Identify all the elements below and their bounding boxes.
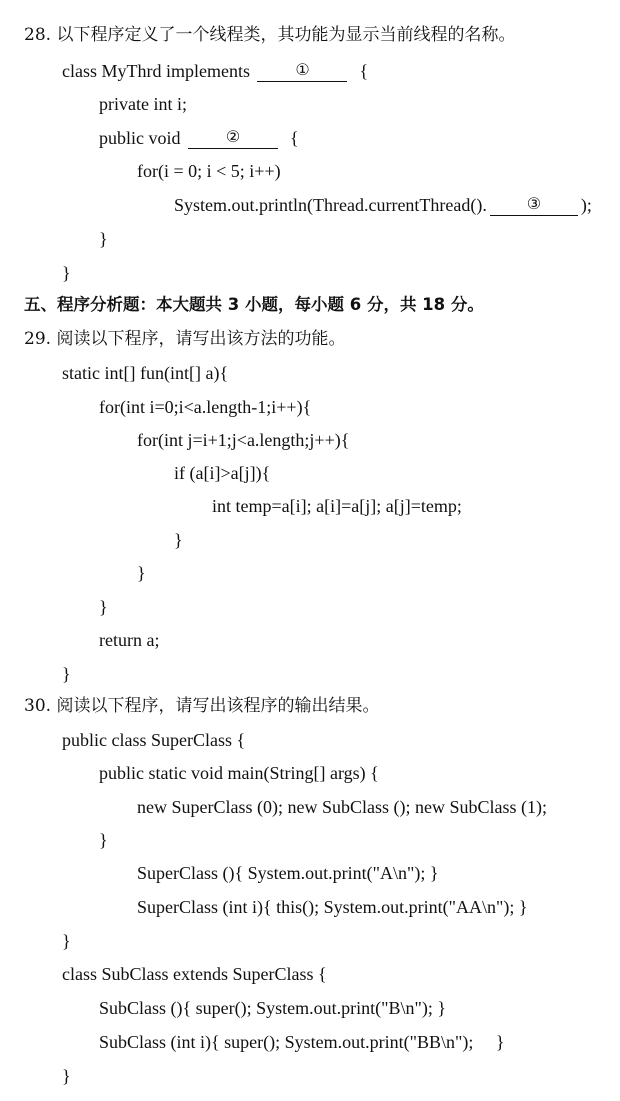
code-text: ); [580, 195, 592, 215]
q30-code-line: public static void main(String[] args) { [99, 763, 379, 783]
code-text: class MyThrd implements [62, 61, 250, 81]
q28-code-close-2: } [62, 263, 71, 283]
q30-code-line: SubClass (){ super(); System.out.print("B\n"); } [99, 998, 446, 1018]
q29-code-line: if (a[i]>a[j]){ [174, 463, 271, 483]
answer-blank-2 [188, 127, 278, 149]
q29-code-line: } [99, 597, 108, 617]
q29-code-line: } [174, 530, 183, 550]
q30-code-line: SubClass (int i){ super(); System.out.print("BB\n"); } [99, 1032, 505, 1052]
code-text: System.out.println(Thread.currentThread(). [174, 195, 487, 215]
code-text: { [290, 128, 299, 148]
q30-code-line: class SubClass extends SuperClass { [62, 964, 327, 984]
q30-prompt: 阅读以下程序，请写出该程序的输出结果。 [56, 696, 380, 716]
q30-code-line: public class SuperClass { [62, 730, 246, 750]
q29-code-line: for(int i=0;i<a.length-1;i++){ [99, 397, 312, 417]
blank-marker: ② [225, 129, 241, 146]
q29-code-line: static int[] fun(int[] a){ [62, 363, 229, 383]
code-text: public void [99, 128, 181, 148]
q30-header [24, 695, 379, 717]
answer-blank-3 [490, 194, 578, 216]
q29-header [24, 328, 345, 350]
q29-code-line: } [137, 563, 146, 583]
q30-number: 30. [24, 696, 52, 716]
q28-code-line-3 [99, 127, 299, 149]
code-text: { [359, 61, 369, 81]
q30-code-line: SuperClass (int i){ this(); System.out.print("AA\n"); } [137, 897, 528, 917]
q28-code-close-1: } [99, 229, 108, 249]
section-heading: 五、程序分析题：本大题共 3 小题，每小题 6 分，共 18 分。 [24, 295, 484, 314]
blank-marker: ① [295, 62, 310, 79]
q29-code-line: for(int j=i+1;j<a.length;j++){ [137, 430, 350, 450]
q28-code-line-1 [62, 60, 368, 82]
q28-header [24, 24, 515, 46]
blank-marker: ③ [526, 196, 542, 213]
q30-code-line: new SuperClass (0); new SubClass (); new SubClass (1); [137, 797, 547, 817]
q29-code-line: return a; [99, 630, 160, 650]
q30-code-line: } [62, 1066, 71, 1086]
q29-code-line: } [62, 664, 71, 684]
q30-code-line: } [62, 931, 71, 951]
q30-code-line: SuperClass (){ System.out.print("A\n"); } [137, 863, 439, 883]
q29-prompt: 阅读以下程序，请写出该方法的功能。 [56, 329, 346, 349]
q28-code-line-2: private int i; [99, 94, 187, 114]
q28-number: 28. [24, 25, 52, 45]
q30-code-line: } [99, 830, 108, 850]
answer-blank-1 [257, 60, 347, 82]
q29-code-line: int temp=a[i]; a[i]=a[j]; a[j]=temp; [212, 496, 462, 516]
q28-code-line-4: for(i = 0; i < 5; i++) [137, 161, 281, 181]
q28-code-line-5 [174, 194, 592, 216]
q28-prompt: 以下程序定义了一个线程类，其功能为显示当前线程的名称。 [56, 25, 516, 45]
q29-number: 29. [24, 329, 52, 349]
